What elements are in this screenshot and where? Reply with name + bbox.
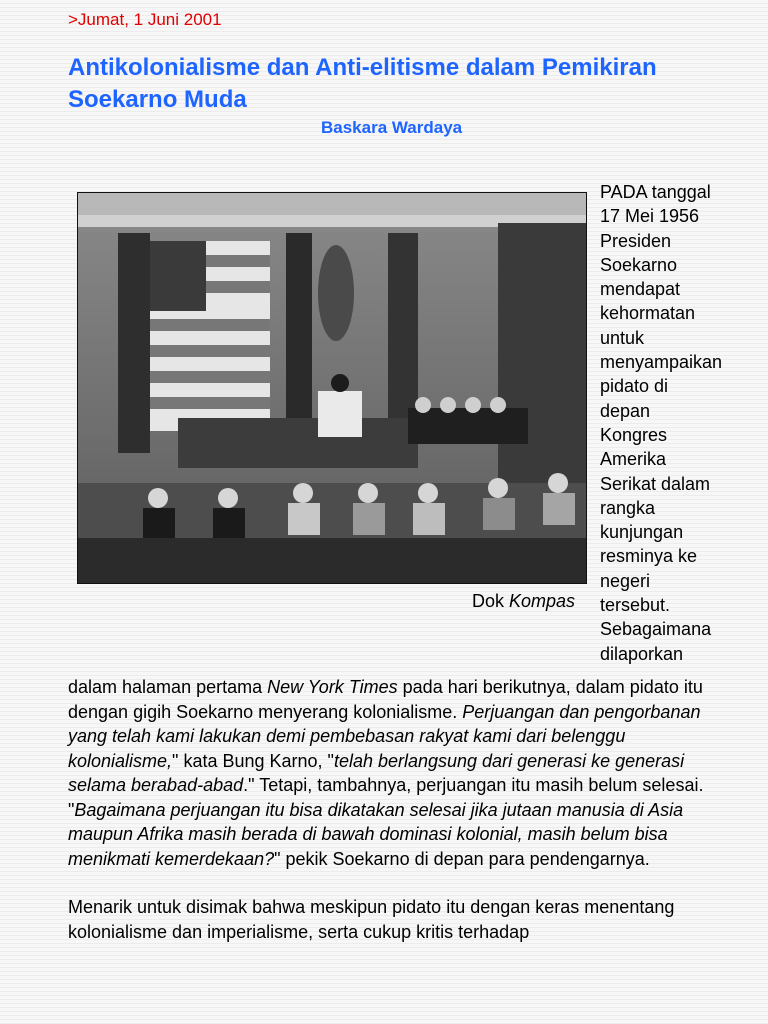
lead-line: kunjungan — [600, 522, 684, 543]
photo-caption — [472, 591, 575, 612]
lead-line: untuk — [600, 327, 645, 348]
lead-line: depan — [600, 400, 651, 421]
quote-2: telah berlangsung dari generasi ke generasi selama berabad-abad — [68, 750, 685, 795]
article-photo — [77, 192, 587, 584]
article-body — [68, 675, 718, 944]
lead-line: 17 Mei 1956 — [600, 206, 700, 227]
lead-line: Kongres — [600, 424, 668, 445]
lead-line: kehormatan — [600, 303, 696, 324]
lead-line: PADA tanggal — [600, 182, 711, 202]
lead-line: Serikat dalam — [600, 473, 711, 494]
lead-line: negeri — [600, 570, 651, 591]
lead-line: Presiden — [600, 230, 672, 251]
text-run: dalam halaman pertama — [68, 677, 268, 697]
caption-source: Kompas — [509, 591, 576, 611]
lead-line: rangka — [600, 497, 656, 518]
text-run: pada hari berikutnya, dalam pidato itu dengan gigih Soekarno menyerang kolonialisme. — [68, 677, 703, 722]
lead-line: Amerika — [600, 449, 667, 470]
text-run: " kata Bung Karno, " — [172, 750, 334, 771]
lead-column — [600, 180, 760, 666]
quote-3: Bagaimana perjuangan itu bisa dikatakan selesai jika jutaan manusia di Asia maupun Afrika masih berada di bawah dominasi kolonial, masih belum bisa menikmati kemerdekaan? — [68, 799, 684, 869]
lead-line: Soekarno — [600, 254, 678, 275]
article-author: Baskara Wardaya — [321, 118, 463, 137]
quote-1: Perjuangan dan pengorbanan yang telah kami lakukan demi pembebasan rakyat kami dari belenggu kolonialisme, — [68, 701, 701, 771]
lead-line: resminya ke — [600, 546, 698, 567]
paragraph-1 — [68, 675, 718, 871]
paragraph-2: Menarik untuk disimak bahwa meskipun pidato itu dengan keras menentang kolonialisme dan imperialisme, serta cukup kritis terhadap — [68, 897, 675, 942]
article-date: >Jumat, 1 Juni 2001 — [68, 10, 222, 29]
lead-line: pidato di — [600, 376, 669, 397]
congress-photo-illustration — [78, 193, 586, 583]
lead-line: mendapat — [600, 279, 681, 300]
lead-line: menyampaikan — [600, 352, 723, 373]
caption-prefix: Dok — [472, 591, 510, 611]
lead-line: dilaporkan — [600, 643, 684, 664]
text-run: ." Tetapi, tambahnya, perjuangan itu masih belum selesai. " — [68, 775, 704, 820]
lead-line: Sebagaimana — [600, 619, 712, 640]
text-run: " pekik Soekarno di depan para pendengarnya. — [274, 848, 650, 869]
article-title: Antikolonialisme dan Anti-elitisme dalam Pemikiran Soekarno Muda — [68, 54, 657, 113]
newspaper-name: New York Times — [267, 677, 398, 697]
lead-line: tersebut. — [600, 595, 671, 616]
